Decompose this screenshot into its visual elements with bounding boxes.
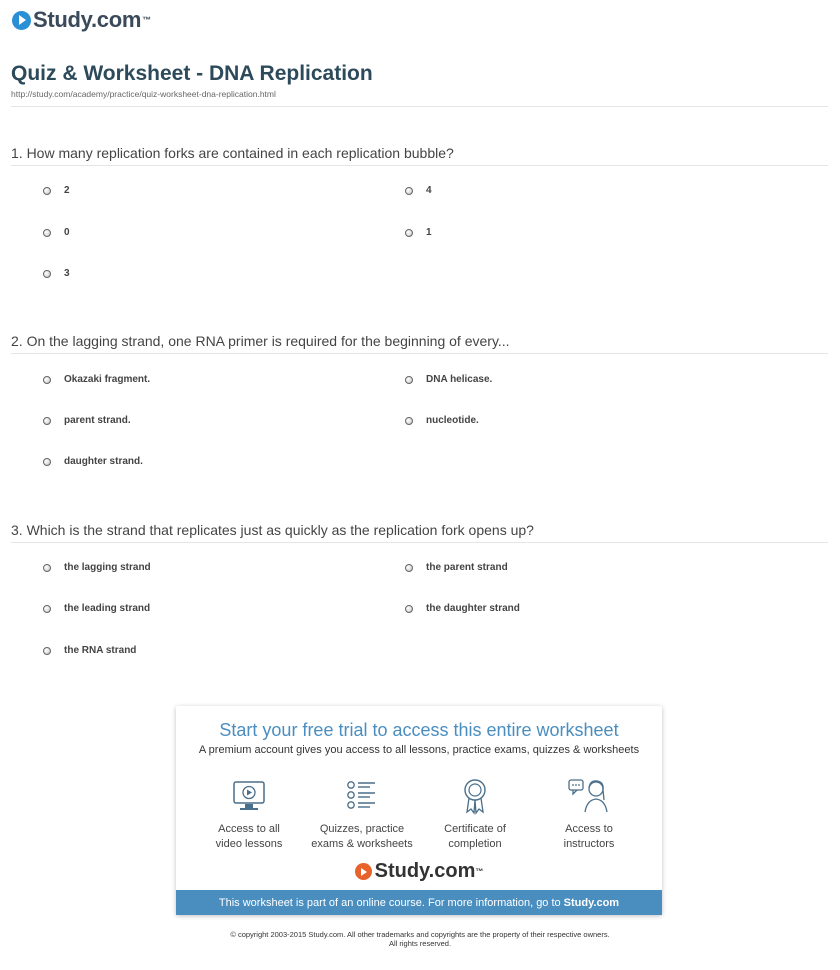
feature-quizzes	[307, 776, 417, 852]
promo-footer-link[interactable]: Study.com	[563, 896, 620, 909]
question-1-text: 1. How many replication forks are contained in each replication bubble?	[11, 145, 454, 161]
radio-icon[interactable]	[405, 229, 413, 237]
study-logo[interactable]	[12, 7, 151, 33]
video-lesson-icon	[229, 776, 269, 816]
promo-footer-text: This worksheet is part of an online course. For more information, go to	[218, 896, 561, 909]
q3-option-c[interactable]	[43, 603, 150, 614]
radio-icon[interactable]	[405, 417, 413, 425]
option-label: daughter strand.	[64, 456, 143, 467]
option-label: 3	[64, 268, 70, 279]
divider	[11, 353, 828, 354]
option-label: the daughter strand	[426, 603, 520, 614]
play-icon	[12, 11, 31, 30]
logo-trademark: ™	[142, 15, 151, 25]
copyright-line-2: All rights reserved.	[388, 939, 452, 948]
q3-option-a[interactable]	[43, 562, 151, 573]
certificate-icon	[455, 776, 495, 816]
option-label: Okazaki fragment.	[64, 374, 151, 385]
promo-logo-text: Study.com	[374, 860, 476, 882]
instructor-icon	[567, 776, 611, 816]
option-label: the parent strand	[426, 562, 508, 573]
radio-icon[interactable]	[43, 458, 51, 466]
play-icon	[355, 863, 372, 880]
radio-icon[interactable]	[43, 229, 51, 237]
divider	[11, 542, 828, 543]
q1-option-e[interactable]	[43, 268, 70, 279]
q3-option-b[interactable]	[405, 562, 508, 573]
page-url: http://study.com/academy/practice/quiz-worksheet-dna-replication.html	[11, 89, 276, 99]
q2-option-e[interactable]	[43, 456, 143, 467]
q2-option-d[interactable]	[405, 415, 479, 426]
option-label: nucleotide.	[426, 415, 479, 426]
radio-icon[interactable]	[405, 187, 413, 195]
option-label: DNA helicase.	[426, 374, 493, 385]
free-trial-promo	[176, 706, 662, 915]
question-2-text: 2. On the lagging strand, one RNA primer is required for the beginning of every...	[11, 333, 510, 349]
feature-video-lessons	[194, 776, 304, 852]
q3-option-d[interactable]	[405, 603, 520, 614]
option-label: 1	[426, 227, 432, 238]
q1-option-d[interactable]	[405, 227, 432, 238]
radio-icon[interactable]	[43, 376, 51, 384]
option-label: 4	[426, 185, 432, 196]
q1-option-b[interactable]	[405, 185, 432, 196]
feature-line1: Quizzes, practice	[319, 823, 405, 835]
option-label: parent strand.	[64, 415, 131, 426]
q1-option-c[interactable]	[43, 227, 70, 238]
option-label: the lagging strand	[64, 562, 151, 573]
radio-icon[interactable]	[405, 605, 413, 613]
q2-option-c[interactable]	[43, 415, 131, 426]
radio-icon[interactable]	[43, 270, 51, 278]
logo-text: Study.com	[33, 7, 142, 32]
promo-subheadline: A premium account gives you access to all lessons, practice exams, quizzes & worksheets	[198, 744, 640, 756]
quiz-list-icon	[342, 776, 382, 816]
option-label: the leading strand	[64, 603, 151, 614]
divider	[11, 106, 828, 107]
feature-line1: Access to all	[218, 823, 280, 835]
feature-line1: Certificate of	[444, 823, 506, 835]
q3-option-e[interactable]	[43, 645, 136, 656]
feature-instructors	[534, 776, 644, 852]
radio-icon[interactable]	[43, 417, 51, 425]
feature-line2: exams & worksheets	[311, 838, 413, 850]
q2-option-b[interactable]	[405, 374, 492, 385]
feature-line1: Access to	[565, 823, 613, 835]
divider	[11, 165, 828, 166]
radio-icon[interactable]	[43, 605, 51, 613]
copyright-line-1: © copyright 2003-2015 Study.com. All other trademarks and copyrights are the property of their respective owners.	[230, 930, 610, 939]
radio-icon[interactable]	[43, 187, 51, 195]
feature-line2: video lessons	[215, 838, 283, 850]
feature-line2: completion	[448, 838, 502, 850]
q1-option-a[interactable]	[43, 185, 70, 196]
promo-logo-trademark: ™	[475, 867, 484, 876]
feature-line2: instructors	[563, 838, 615, 850]
feature-certificate	[420, 776, 530, 852]
page-title: Quiz & Worksheet - DNA Replication	[11, 62, 373, 85]
promo-headline[interactable]: Start your free trial to access this entire worksheet	[219, 720, 619, 740]
promo-study-logo[interactable]	[176, 860, 662, 883]
option-label: 2	[64, 185, 70, 196]
radio-icon[interactable]	[405, 376, 413, 384]
promo-footer-bar	[176, 890, 662, 915]
radio-icon[interactable]	[405, 564, 413, 572]
copyright-notice	[0, 930, 840, 948]
q2-option-a[interactable]	[43, 374, 150, 385]
option-label: the RNA strand	[64, 645, 137, 656]
radio-icon[interactable]	[43, 647, 51, 655]
question-3-text: 3. Which is the strand that replicates just as quickly as the replication fork opens up?	[11, 522, 534, 538]
option-label: 0	[64, 227, 70, 238]
radio-icon[interactable]	[43, 564, 51, 572]
